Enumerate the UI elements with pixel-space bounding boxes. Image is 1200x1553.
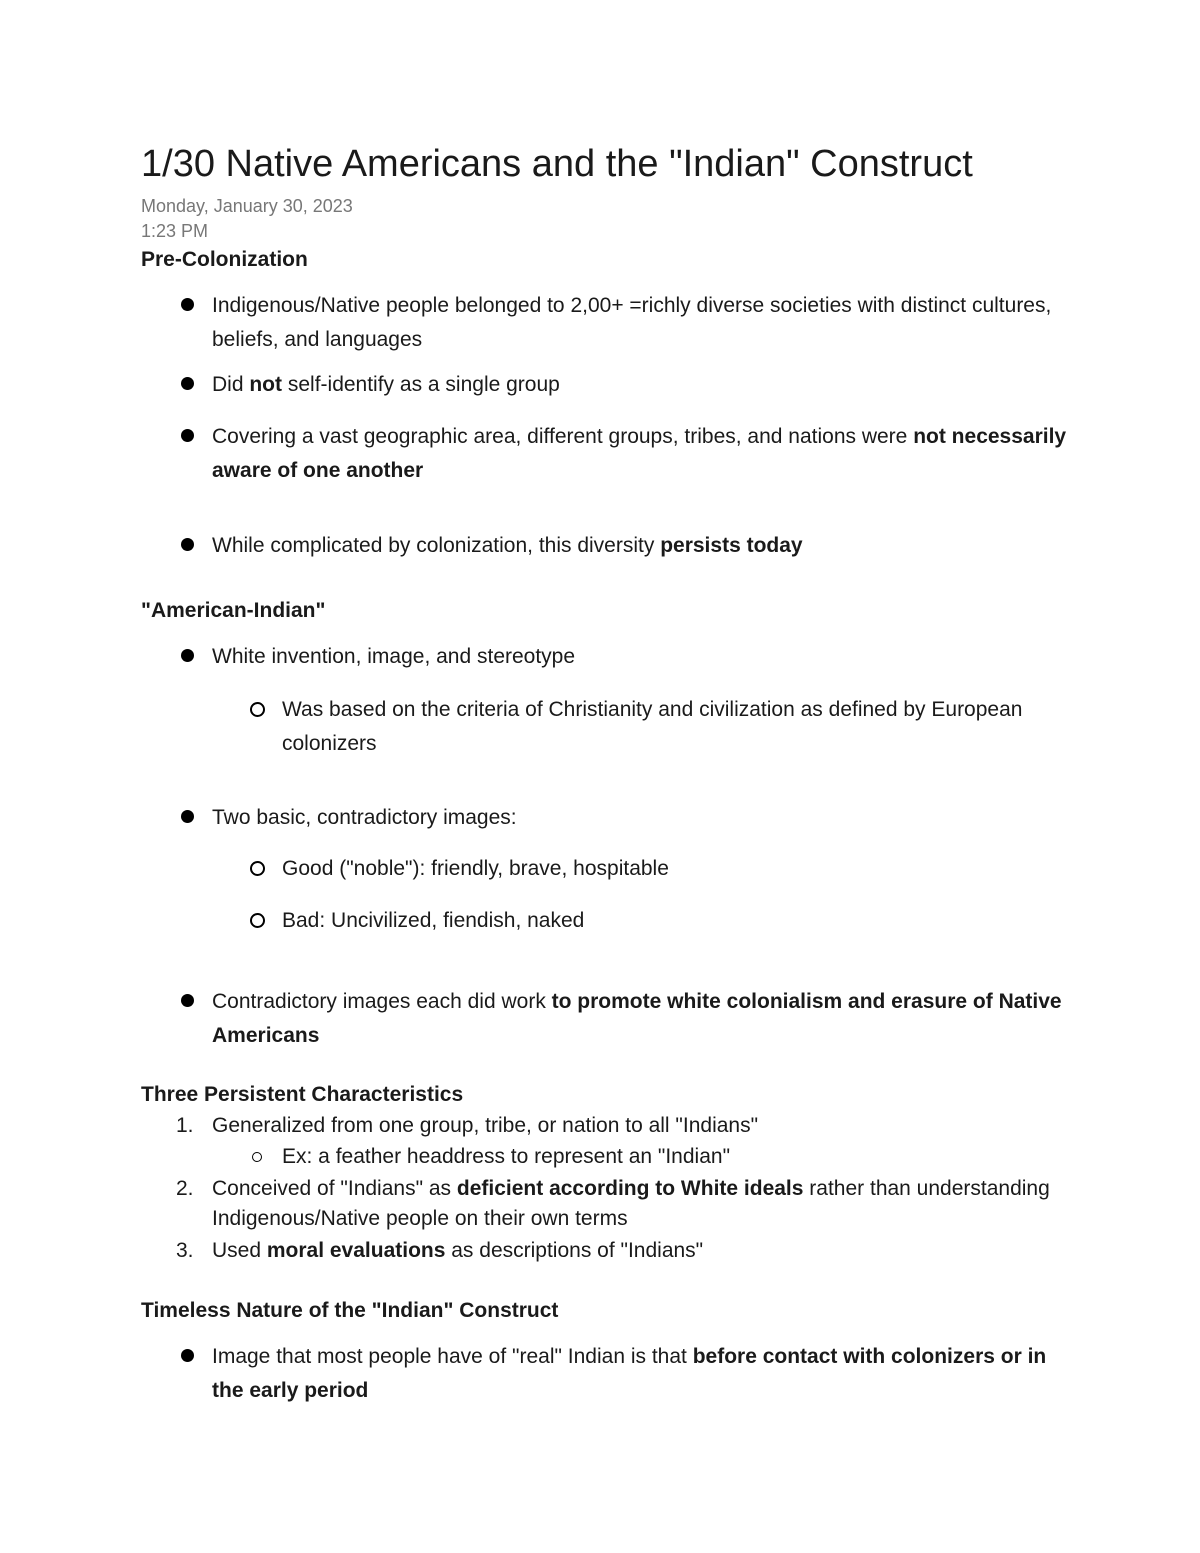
bullet-circle-icon	[250, 861, 265, 876]
list-number: 3.	[176, 1239, 194, 1262]
list-number: 1.	[176, 1114, 194, 1137]
note-date: Monday, January 30, 2023	[141, 196, 353, 216]
list-item-text: Image that most people have of "real" Indian is that	[212, 1345, 693, 1368]
list-item	[212, 368, 1072, 402]
emphasis: not	[249, 373, 283, 396]
list-item-text: Was based on the criteria of Christianity and civilization as defined by European colonizers	[282, 698, 1023, 755]
sub-list-item	[282, 904, 1082, 938]
list-item	[212, 801, 1072, 835]
list-item	[212, 1340, 1072, 1408]
list-item-text: Bad: Uncivilized, fiendish, naked	[282, 909, 585, 932]
heading-timeless-nature: Timeless Nature of the "Indian" Construct	[141, 1299, 559, 1322]
sub-list-item	[282, 1142, 1082, 1172]
list-item-text: Ex: a feather headdress to represent an "Indian"	[282, 1145, 731, 1168]
numbered-item	[176, 1174, 1072, 1234]
list-item-text: Conceived of "Indians" as	[212, 1177, 457, 1200]
heading-three-persistent-characteristics: Three Persistent Characteristics	[141, 1083, 464, 1106]
bullet-dot-icon	[181, 810, 194, 823]
list-item-text: rather than understanding Indigenous/Native people on their own terms	[212, 1177, 1050, 1230]
emphasis: moral evaluations	[266, 1239, 446, 1262]
page-title: 1/30 Native Americans and the "Indian" Construct	[141, 143, 973, 185]
list-item	[212, 985, 1072, 1053]
list-item-text: Used	[212, 1239, 267, 1262]
list-item	[212, 420, 1072, 488]
bullet-dot-icon	[181, 538, 194, 551]
heading-pre-colonization: Pre-Colonization	[141, 248, 308, 271]
list-item-text: Contradictory images each did work	[212, 990, 552, 1013]
list-item-text: Generalized from one group, tribe, or nation to all "Indians"	[212, 1114, 759, 1137]
list-item	[212, 529, 1072, 563]
list-item	[212, 640, 1072, 674]
bullet-dot-icon	[181, 429, 194, 442]
bullet-circle-icon	[250, 702, 265, 717]
list-item-text: as descriptions of "Indians"	[445, 1239, 704, 1262]
note-time: 1:23 PM	[141, 221, 209, 241]
list-item-text: While complicated by colonization, this diversity	[212, 534, 661, 557]
list-number: 2.	[176, 1177, 194, 1200]
bullet-dot-icon	[181, 994, 194, 1007]
sub-list-item	[282, 693, 1082, 761]
emphasis: before contact with colonizers or in the early period	[212, 1345, 1047, 1402]
emphasis: to promote white colonialism and erasure of Native Americans	[212, 990, 1062, 1047]
list-item-text: Indigenous/Native people belonged to 2,00+ =richly diverse societies with distinct cultures, beliefs, and languages	[212, 294, 1052, 351]
heading-american-indian: "American-Indian"	[141, 599, 326, 622]
emphasis: deficient according to White ideals	[456, 1177, 804, 1200]
list-item-text: Did	[212, 373, 250, 396]
list-item-text: self-identify as a single group	[282, 373, 560, 396]
list-item-text: Covering a vast geographic area, different groups, tribes, and nations were	[212, 425, 914, 448]
numbered-item	[176, 1111, 1072, 1141]
list-item-text: Two basic, contradictory images:	[212, 806, 517, 829]
list-item-text: Good ("noble"): friendly, brave, hospitable	[282, 857, 669, 880]
emphasis: not necessarily aware of one another	[212, 425, 1067, 482]
bullet-dot-icon	[181, 377, 194, 390]
sub-list-item	[282, 852, 1082, 886]
bullet-dot-icon	[181, 1349, 194, 1362]
list-item	[212, 289, 1072, 357]
bullet-dot-icon	[181, 649, 194, 662]
bullet-circle-icon	[250, 913, 265, 928]
numbered-item	[176, 1236, 1072, 1266]
list-item-text: White invention, image, and stereotype	[212, 645, 576, 668]
emphasis: persists today	[660, 534, 803, 557]
bullet-circle-icon	[252, 1152, 262, 1162]
bullet-dot-icon	[181, 298, 194, 311]
